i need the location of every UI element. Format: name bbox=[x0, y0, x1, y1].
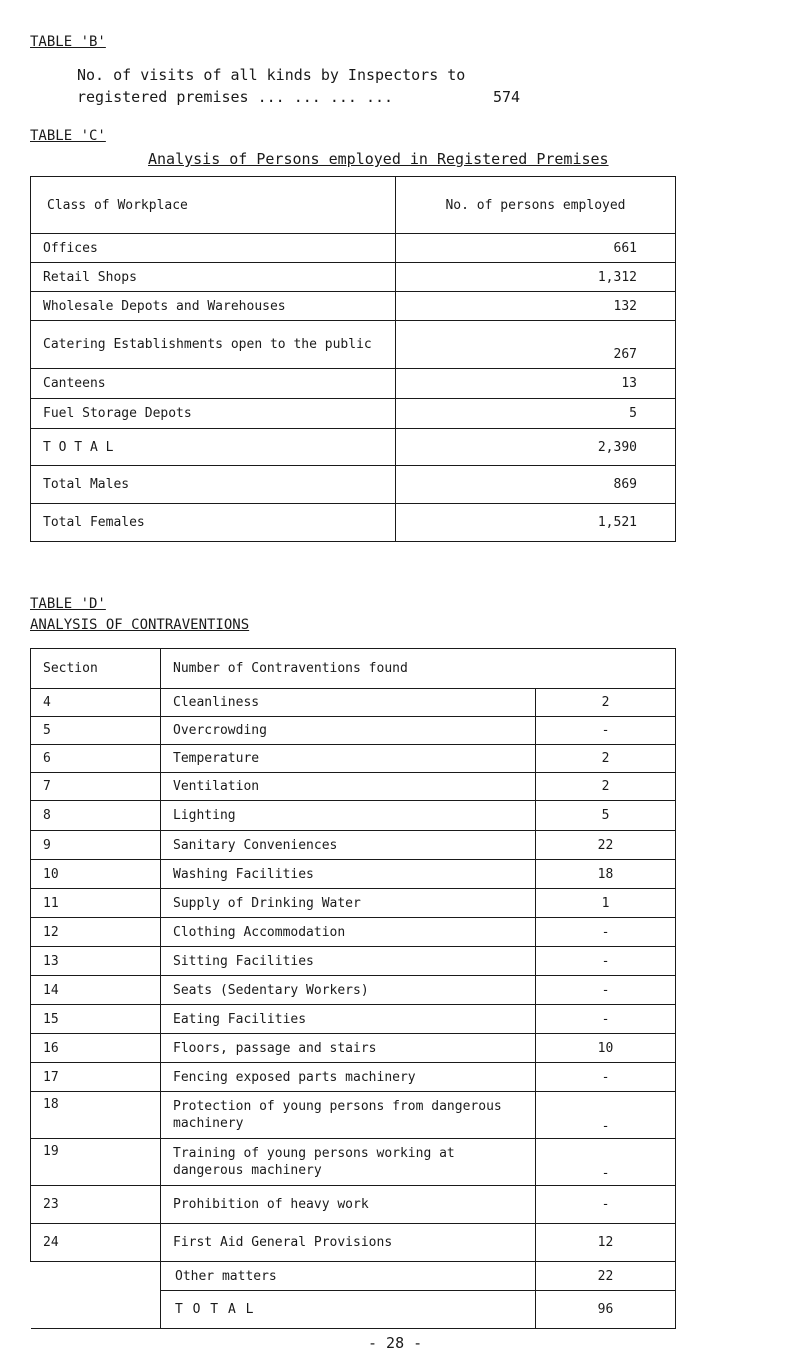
row-section: 14 bbox=[31, 976, 161, 1005]
row-label: Cleanliness bbox=[161, 689, 536, 717]
row-value: 1,521 bbox=[396, 504, 676, 542]
table-row-total bbox=[31, 1291, 676, 1329]
table-c bbox=[30, 176, 676, 542]
row-value: 1 bbox=[536, 889, 676, 918]
table-b-title: TABLE 'B' bbox=[30, 34, 106, 50]
row-section: 15 bbox=[31, 1005, 161, 1034]
row-label: Washing Facilities bbox=[161, 860, 536, 889]
other-matters-value: 22 bbox=[536, 1262, 676, 1291]
row-value: 2 bbox=[536, 773, 676, 801]
row-value: - bbox=[536, 1092, 676, 1139]
table-d-subtitle: ANALYSIS OF CONTRAVENTIONS bbox=[30, 617, 250, 633]
table-row bbox=[31, 1139, 676, 1186]
row-label: First Aid General Provisions bbox=[161, 1224, 536, 1262]
table-row bbox=[31, 429, 676, 466]
row-value: - bbox=[536, 1005, 676, 1034]
table-row bbox=[31, 801, 676, 831]
row-label: Offices bbox=[31, 234, 396, 263]
row-value: - bbox=[536, 1139, 676, 1186]
total-label: T O T A L bbox=[161, 1291, 536, 1329]
row-value: 267 bbox=[396, 321, 676, 369]
table-row bbox=[31, 234, 676, 263]
row-label: Floors, passage and stairs bbox=[161, 1034, 536, 1063]
row-value: 13 bbox=[396, 369, 676, 399]
row-section: 9 bbox=[31, 831, 161, 860]
table-row bbox=[31, 976, 676, 1005]
table-row bbox=[31, 1092, 676, 1139]
table-d-header-section: Section bbox=[31, 649, 161, 689]
row-label: T O T A L bbox=[31, 429, 396, 466]
table-c-subtitle: Analysis of Persons employed in Registered Premises bbox=[148, 150, 609, 168]
table-d bbox=[30, 648, 676, 1329]
row-label: Fuel Storage Depots bbox=[31, 399, 396, 429]
row-section: 10 bbox=[31, 860, 161, 889]
row-label: Seats (Sedentary Workers) bbox=[161, 976, 536, 1005]
table-d-title: TABLE 'D' bbox=[30, 596, 106, 612]
row-label: Canteens bbox=[31, 369, 396, 399]
row-value: 661 bbox=[396, 234, 676, 263]
table-row bbox=[31, 1034, 676, 1063]
row-label: Protection of young persons from dangerous machinery bbox=[161, 1092, 536, 1139]
table-row bbox=[31, 466, 676, 504]
table-row-other bbox=[31, 1262, 676, 1291]
row-label: Retail Shops bbox=[31, 263, 396, 292]
row-label: Clothing Accommodation bbox=[161, 918, 536, 947]
row-value: 10 bbox=[536, 1034, 676, 1063]
row-label: Sanitary Conveniences bbox=[161, 831, 536, 860]
row-value: 2 bbox=[536, 689, 676, 717]
table-row bbox=[31, 860, 676, 889]
table-row bbox=[31, 292, 676, 321]
row-section: 11 bbox=[31, 889, 161, 918]
table-row bbox=[31, 745, 676, 773]
row-value: 5 bbox=[536, 801, 676, 831]
row-section: 24 bbox=[31, 1224, 161, 1262]
table-row bbox=[31, 1005, 676, 1034]
table-d-header-row bbox=[31, 649, 676, 689]
row-label: Total Females bbox=[31, 504, 396, 542]
row-section: 6 bbox=[31, 745, 161, 773]
table-c-header-row bbox=[31, 177, 676, 234]
row-label: Eating Facilities bbox=[161, 1005, 536, 1034]
table-row bbox=[31, 947, 676, 976]
row-section: 7 bbox=[31, 773, 161, 801]
table-row bbox=[31, 263, 676, 292]
table-c-header-class: Class of Workplace bbox=[31, 177, 396, 234]
row-value: 5 bbox=[396, 399, 676, 429]
row-value: 12 bbox=[536, 1224, 676, 1262]
row-section: 19 bbox=[31, 1139, 161, 1186]
row-section: 12 bbox=[31, 918, 161, 947]
row-section: 13 bbox=[31, 947, 161, 976]
table-row bbox=[31, 1224, 676, 1262]
row-section: 4 bbox=[31, 689, 161, 717]
row-value: - bbox=[536, 947, 676, 976]
row-label: Ventilation bbox=[161, 773, 536, 801]
table-row bbox=[31, 321, 676, 369]
table-row bbox=[31, 504, 676, 542]
row-label: Lighting bbox=[161, 801, 536, 831]
row-value: 869 bbox=[396, 466, 676, 504]
row-value: 1,312 bbox=[396, 263, 676, 292]
row-section: 16 bbox=[31, 1034, 161, 1063]
row-section: 8 bbox=[31, 801, 161, 831]
row-label: Fencing exposed parts machinery bbox=[161, 1063, 536, 1092]
table-row bbox=[31, 918, 676, 947]
row-value: - bbox=[536, 1063, 676, 1092]
row-section: 18 bbox=[31, 1092, 161, 1139]
page-number: - 28 - bbox=[368, 1334, 423, 1352]
table-b-value: 574 bbox=[493, 88, 521, 106]
table-row bbox=[31, 773, 676, 801]
table-row bbox=[31, 1063, 676, 1092]
other-matters-label: Other matters bbox=[161, 1262, 536, 1291]
table-row bbox=[31, 717, 676, 745]
row-label: Catering Establishments open to the public bbox=[31, 321, 396, 369]
table-row bbox=[31, 889, 676, 918]
row-value: - bbox=[536, 1186, 676, 1224]
row-value: 132 bbox=[396, 292, 676, 321]
row-value: - bbox=[536, 717, 676, 745]
table-d-header-count: Number of Contraventions found bbox=[161, 649, 676, 689]
row-value: 18 bbox=[536, 860, 676, 889]
row-label: Overcrowding bbox=[161, 717, 536, 745]
row-value: 2 bbox=[536, 745, 676, 773]
row-section: 5 bbox=[31, 717, 161, 745]
row-label: Wholesale Depots and Warehouses bbox=[31, 292, 396, 321]
table-row bbox=[31, 399, 676, 429]
table-row bbox=[31, 689, 676, 717]
row-value: 22 bbox=[536, 831, 676, 860]
table-b-line2: registered premises ... ... ... ... bbox=[77, 88, 394, 106]
row-label: Total Males bbox=[31, 466, 396, 504]
row-value: 2,390 bbox=[396, 429, 676, 466]
row-section: 23 bbox=[31, 1186, 161, 1224]
table-row bbox=[31, 1186, 676, 1224]
row-label: Temperature bbox=[161, 745, 536, 773]
row-label: Prohibition of heavy work bbox=[161, 1186, 536, 1224]
table-c-header-count: No. of persons employed bbox=[396, 177, 676, 234]
row-section: 17 bbox=[31, 1063, 161, 1092]
table-b-line1: No. of visits of all kinds by Inspectors to bbox=[77, 66, 466, 84]
table-row bbox=[31, 369, 676, 399]
row-label: Sitting Facilities bbox=[161, 947, 536, 976]
row-label: Supply of Drinking Water bbox=[161, 889, 536, 918]
row-value: - bbox=[536, 976, 676, 1005]
row-value: - bbox=[536, 918, 676, 947]
table-row bbox=[31, 831, 676, 860]
table-c-title: TABLE 'C' bbox=[30, 128, 106, 144]
total-value: 96 bbox=[536, 1291, 676, 1329]
row-label: Training of young persons working at dangerous machinery bbox=[161, 1139, 536, 1186]
